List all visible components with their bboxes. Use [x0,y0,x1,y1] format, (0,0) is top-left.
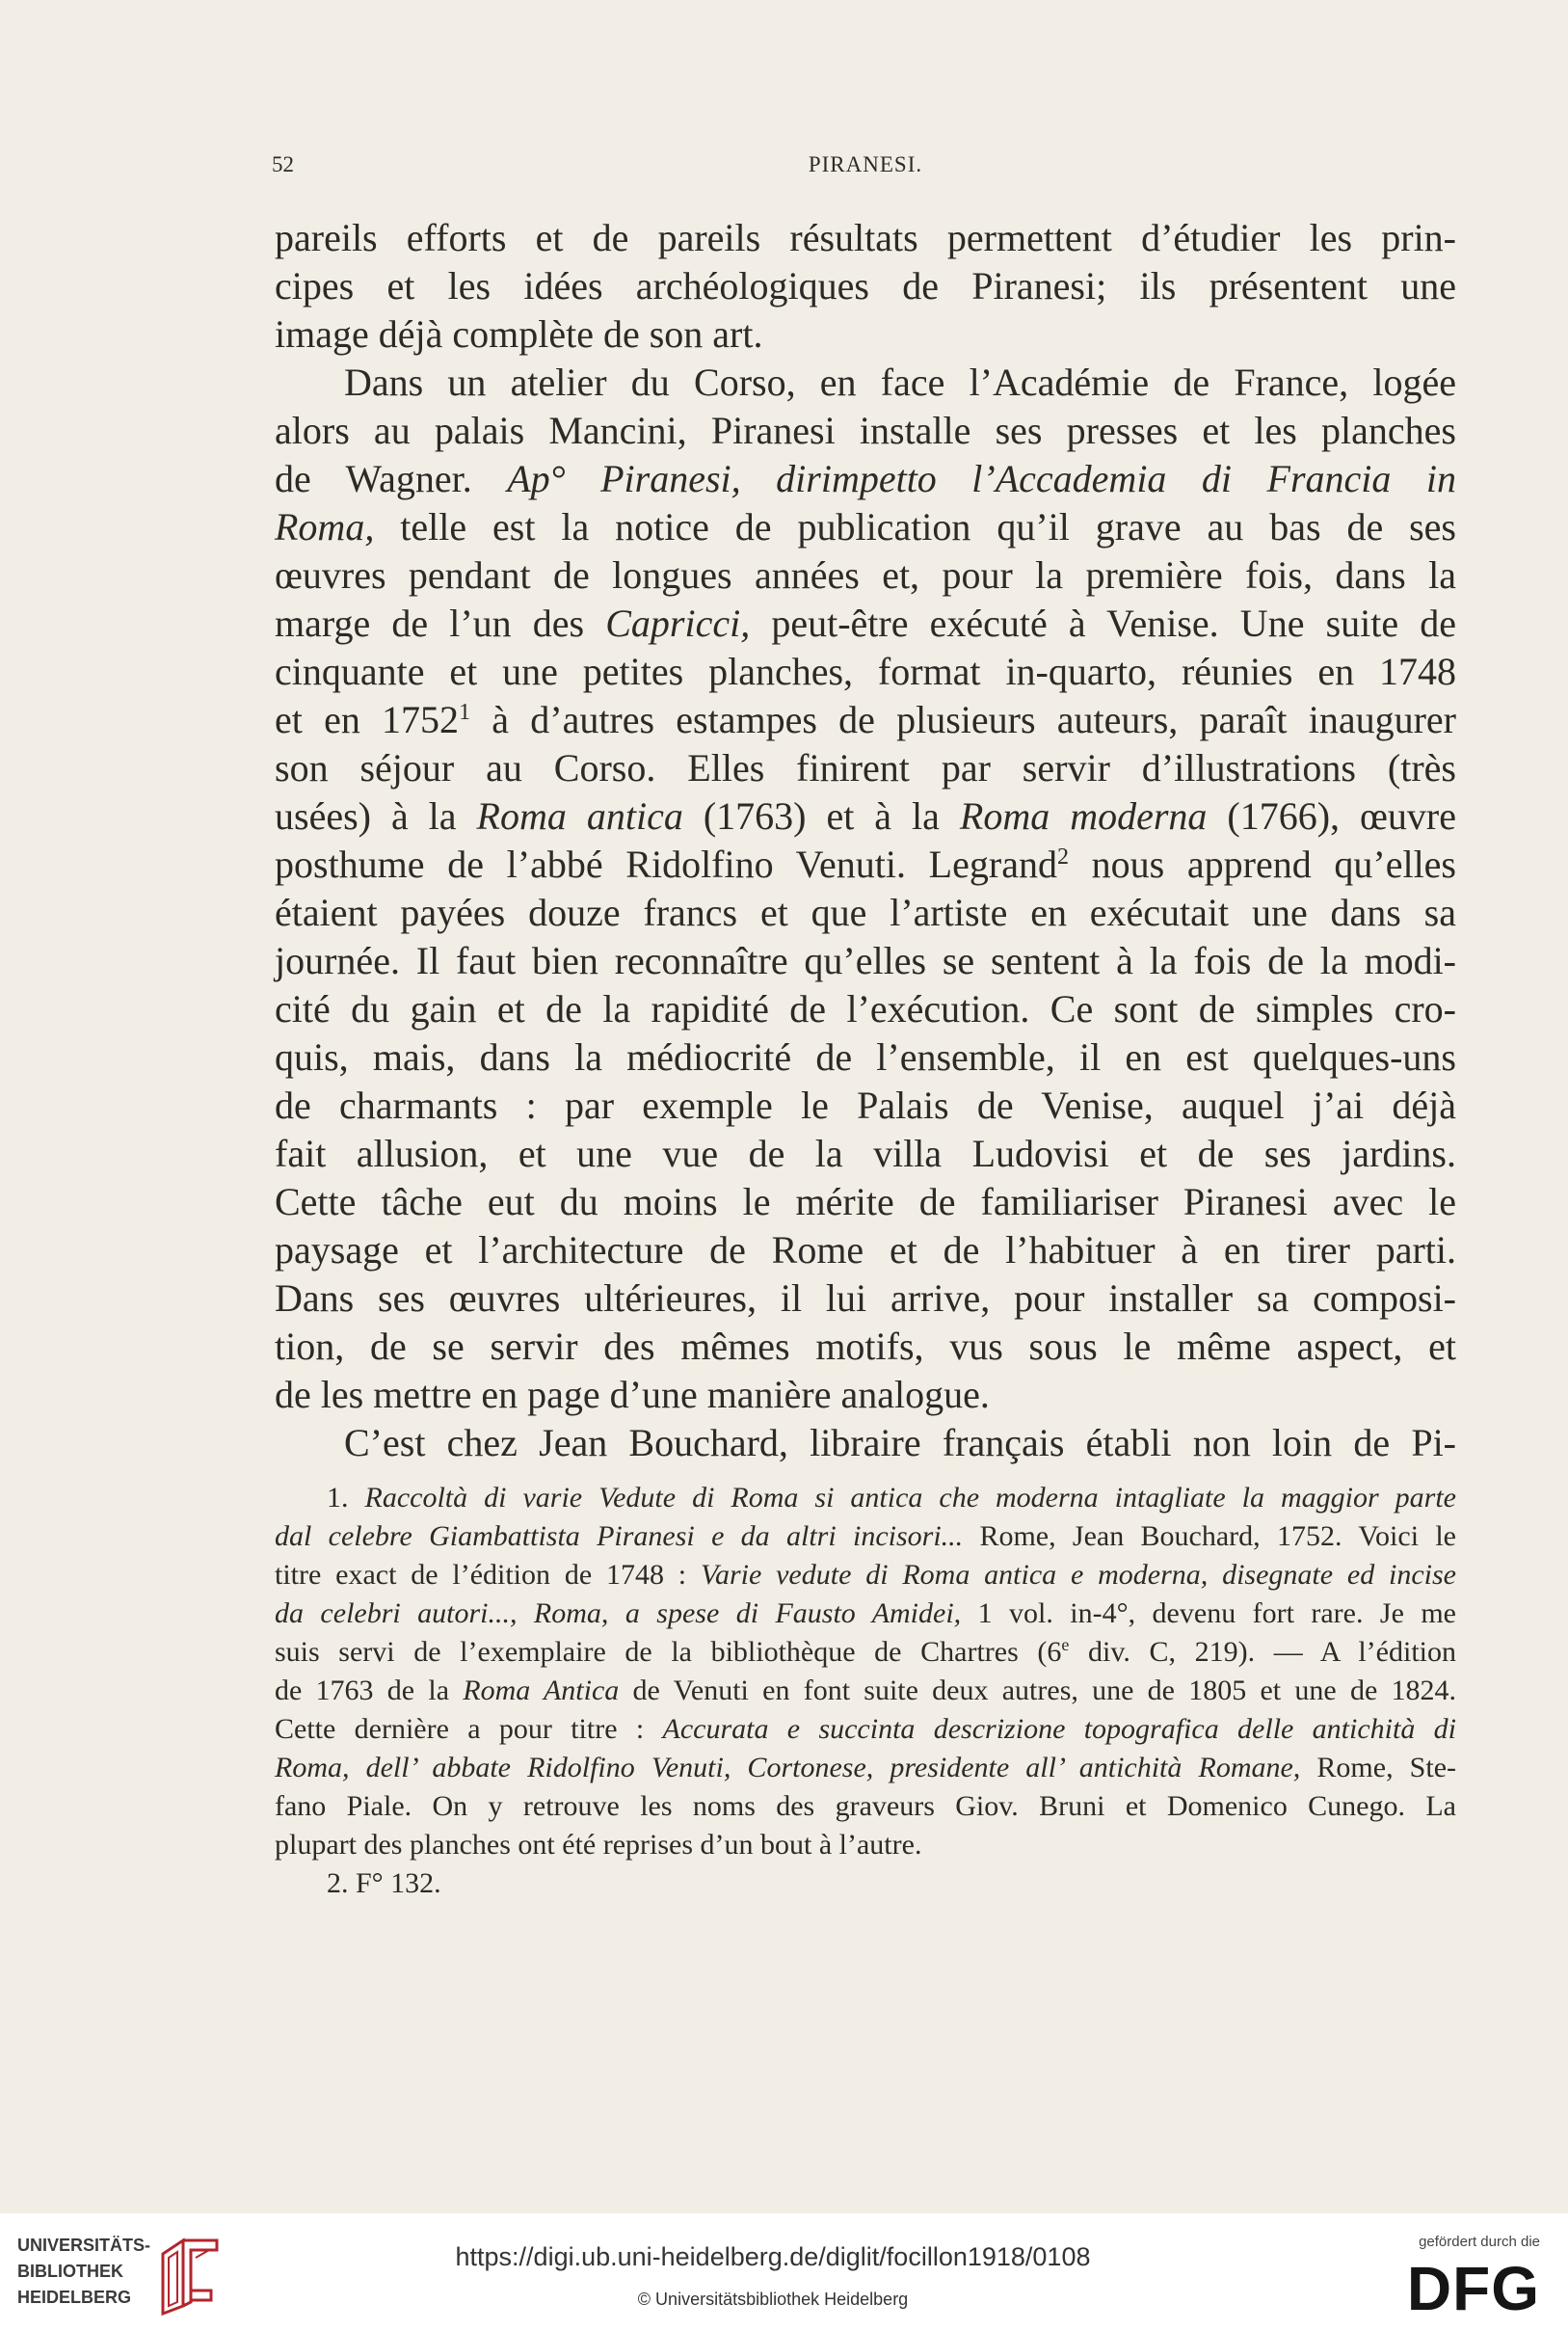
footnote [275,1479,1456,1864]
italic-text: Raccoltà di varie Vedute di Roma si antica che moderna intagliate la maggior parte [364,1482,1456,1514]
body-line [275,841,1456,889]
body-line [275,1419,1456,1467]
text-run: telle est la notice de publication qu’il grave au bas de ses [374,505,1456,549]
text-run: quis, mais, dans la médiocrité de l’ensemble, il en est quelques-uns [275,1035,1456,1079]
footnotes [275,1479,1456,1903]
body-line [275,214,1456,262]
text-run: fano Piale. On y retrouve les noms des graveurs Giov. Bruni et Domenico Cunego. La [275,1790,1456,1822]
text-run: à d’autres estampes de plusieurs auteurs, paraît inaugurer [470,698,1457,741]
body-line [275,744,1456,792]
text-run: C’est chez Jean Bouchard, libraire français établi non loin de Pi- [344,1421,1456,1464]
body-line [275,600,1456,648]
text-run: tion, de se servir des mêmes motifs, vus sous le même aspect, et [275,1325,1456,1368]
body-line [275,889,1456,937]
body-line [275,1130,1456,1178]
university-library-logo-icon [157,2229,223,2318]
text-run: Cette tâche eut du moins le mérite de familiariser Piranesi avec le [275,1180,1456,1223]
superscript: 1 [459,699,471,725]
library-name-line: HEIDELBERG [17,2288,132,2307]
footnote-line [275,1633,1456,1672]
italic-text: Roma Antica [463,1675,620,1706]
body-line [275,262,1456,310]
footnote-line [275,1749,1456,1787]
text-run: 1. [327,1482,365,1514]
text-run: titre exact de l’édition de 1748 : [275,1559,701,1591]
italic-text: Varie vedute di Roma antica e moderna, disegnate ed incise [700,1559,1456,1591]
text-run: cité du gain et de la rapidité de l’exécution. Ce sont de simples cro- [275,987,1456,1031]
footnote [275,1864,1456,1903]
body-line [275,648,1456,696]
body-line [275,1178,1456,1226]
body-paragraph [275,359,1456,1419]
text-run: nous apprend qu’elles [1068,843,1457,886]
body-line [275,551,1456,600]
text-run: de les mettre en page d’une manière analogue. [275,1373,990,1416]
superscript: 2 [1056,844,1069,870]
body-line [275,407,1456,455]
body-paragraph [275,1419,1456,1467]
italic-text: Roma antica [476,794,683,838]
body-line [275,503,1456,551]
text-run: journée. Il faut bien reconnaître qu’elles se sentent à la fois de la modi- [275,939,1456,982]
dfg-logo: DFG [1406,2254,1540,2323]
italic-text: Accurata e succinta descrizione topografica delle antichità di [662,1713,1456,1745]
text-run: Rome, Jean Bouchard, 1752. Voici le [963,1520,1456,1552]
running-head-bar [272,150,1456,179]
text-run: Dans un atelier du Corso, en face l’Académie de France, logée [344,361,1456,404]
text-run: de Wagner. [275,457,508,500]
italic-text: Roma, [275,505,375,549]
footnote-line [275,1556,1456,1594]
body-line [275,359,1456,407]
copyright-notice: © Universitätsbibliothek Heidelberg [637,2290,909,2309]
library-name-line: BIBLIOTHEK [17,2262,123,2281]
text-run: suis servi de l’exemplaire de la bibliothèque de Chartres (6 [275,1636,1062,1668]
text-run: plupart des planches ont été reprises d’un bout à l’autre. [275,1829,922,1861]
text-run: œuvres pendant de longues années et, pour la première fois, dans la [275,553,1456,597]
body-line [275,1323,1456,1371]
funding-label: gefördert durch die [1419,2234,1540,2250]
text-run: image déjà complète de son art. [275,312,763,356]
italic-text: Ap° Piranesi, dirimpetto l’Accademia di Francia in [507,457,1456,500]
text-run: div. C, 219). — A l’édition [1069,1636,1456,1668]
text-run: (1763) et à la [682,794,960,838]
footnote-line [275,1672,1456,1710]
body-text [275,214,1456,1467]
body-line [275,455,1456,503]
text-run: fait allusion, et une vue de la villa Ludovisi et de ses jardins. [275,1132,1456,1175]
text-run: Cette dernière a pour titre : [275,1713,663,1745]
text-run: usées) à la [275,794,477,838]
text-run: Rome, Ste- [1300,1752,1456,1783]
digitization-footer [0,2213,1568,2331]
text-run: de charmants : par exemple le Palais de Venise, auquel j’ai déjà [275,1084,1456,1127]
text-run: (1766), œuvre [1207,794,1456,838]
text-run: peut-être exécuté à Venise. Une suite de [750,602,1457,645]
library-name [17,2233,150,2311]
italic-text: Capricci, [605,602,751,645]
page-number: 52 [272,152,294,176]
text-run: cipes et les idées archéologiques de Piranesi; ils présentent une [275,264,1456,308]
footnote-line [275,1826,1456,1864]
text-run: de Venuti en font suite deux autres, une de 1805 et une de 1824. [619,1675,1457,1706]
footnote-line [275,1517,1456,1556]
text-run: marge de l’un des [275,602,606,645]
body-line [275,985,1456,1033]
text-run: 1 vol. in-4°, devenu fort rare. Je me [961,1597,1456,1629]
footnote-line [275,1787,1456,1826]
body-line [275,792,1456,841]
footnote-line [275,1479,1456,1517]
text-run: 2. F° 132. [327,1867,441,1899]
italic-text: Roma, dell’ abbate Ridolfino Venuti, Cortonese, presidente all’ antichità Romane, [275,1752,1301,1783]
body-line [275,1082,1456,1130]
superscript: e [1061,1635,1070,1655]
permalink-link[interactable]: https://digi.ub.uni-heidelberg.de/diglit/focillon1918/0108 [455,2242,1091,2271]
text-run: de 1763 de la [275,1675,464,1706]
text-run: son séjour au Corso. Elles finirent par servir d’illustrations (très [275,746,1456,790]
body-line [275,310,1456,359]
body-paragraph [275,214,1456,359]
text-run: cinquante et une petites planches, format in-quarto, réunies en 1748 [275,650,1456,693]
body-line [275,1371,1456,1419]
running-head-title: PIRANESI. [808,152,923,176]
footnote-line [275,1594,1456,1633]
italic-text: Roma moderna [959,794,1208,838]
footnote-line [275,1864,1456,1903]
body-line [275,696,1456,744]
italic-text: dal celebre Giambattista Piranesi e da altri incisori... [275,1520,964,1552]
text-run: alors au palais Mancini, Piranesi installe ses presses et les planches [275,409,1456,452]
text-run: et en 1752 [275,698,460,741]
body-line [275,937,1456,985]
footnote-line [275,1710,1456,1749]
text-run: pareils efforts et de pareils résultats permettent d’étudier les prin- [275,216,1456,259]
library-name-line: UNIVERSITÄTS- [17,2236,151,2255]
text-run: paysage et l’architecture de Rome et de l’habituer à en tirer parti. [275,1228,1456,1272]
text-run: posthume de l’abbé Ridolfino Venuti. Legrand [275,843,1057,886]
body-line [275,1226,1456,1274]
text-run: étaient payées douze francs et que l’artiste en exécutait une dans sa [275,891,1456,934]
italic-text: da celebri autori..., Roma, a spese di Fausto Amidei, [275,1597,962,1629]
body-line [275,1274,1456,1323]
body-line [275,1033,1456,1082]
text-run: Dans ses œuvres ultérieures, il lui arrive, pour installer sa composi- [275,1276,1456,1320]
